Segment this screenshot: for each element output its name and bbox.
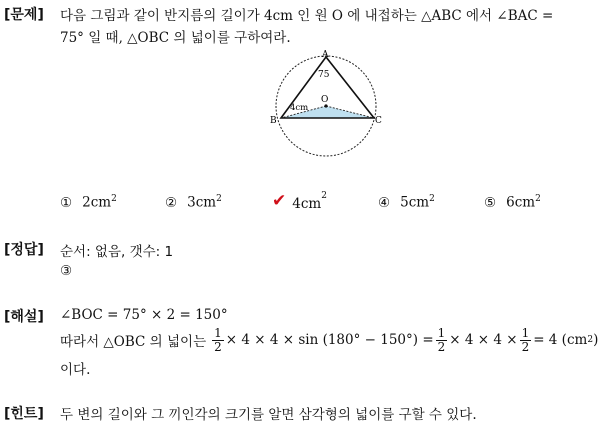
problem-line-2: 75° 일 때, △OBC 의 넓이를 구하여라. [60, 30, 291, 46]
solution-line-3: 이다. [60, 362, 91, 378]
choice-2-value: 3cm [187, 194, 217, 211]
choice-5-exponent: 2 [535, 194, 541, 204]
label-a: A [322, 50, 329, 60]
label-b: B [270, 116, 277, 126]
solution-line-2 [60, 324, 598, 356]
choice-1[interactable] [60, 194, 117, 211]
checkmark-icon: ✔ [272, 191, 287, 211]
choice-2[interactable] [165, 194, 222, 211]
hint-tag: [힌트] [4, 406, 44, 422]
choice-3-value: 4cm [292, 196, 322, 212]
hint-text: 두 변의 길이와 그 끼인각의 크기를 알면 삼각형의 넓이를 구할 수 있다. [60, 407, 477, 423]
problem-line-1: 다음 그림과 같이 반지름의 길이가 4cm 인 원 O 에 내접하는 △ABC 에서 ∠BAC = [60, 8, 554, 24]
solution-line-2-end: × 4 × 4 × [449, 332, 518, 348]
answer-line-2: ③ [60, 263, 73, 279]
triangle-circle-figure [262, 48, 392, 160]
choice-2-exponent: 2 [216, 194, 222, 204]
solution-line-2-mid: × 4 × 4 × sin (180° − 150°) = [225, 332, 434, 348]
choice-4-value: 5cm [400, 194, 430, 211]
fraction-half-1: $\frac{1}{2}$ [214, 325, 222, 354]
choice-2-number: ② [165, 194, 178, 211]
choice-4[interactable] [378, 194, 435, 211]
answer-tag: [정답] [4, 242, 44, 258]
choice-4-number: ④ [378, 194, 391, 211]
label-radius: 4cm [290, 103, 309, 113]
solution-line-1: ∠BOC = 75° × 2 = 150° [60, 307, 228, 323]
solution-result-close: ) [593, 332, 598, 348]
choice-3-exponent: 2 [321, 190, 327, 201]
solution-result-exponent: 2 [587, 335, 594, 345]
answer-choices [60, 190, 580, 214]
label-o: O [321, 95, 329, 105]
choice-5-number: ⑤ [484, 194, 497, 211]
choice-5-value: 6cm [506, 194, 536, 211]
choice-3[interactable] [272, 191, 327, 211]
choice-1-value: 2cm [82, 194, 112, 211]
fraction-half-2: $\frac{1}{2}$ [437, 325, 446, 354]
label-angle: 75 [318, 70, 330, 80]
choice-1-number: ① [60, 194, 73, 211]
solution-result: = 4 (cm [533, 332, 588, 348]
answer-line-1: 순서: 없음, 갯수: 1 [60, 244, 174, 260]
solution-line-2-prefix: 따라서 △OBC 의 넓이는 [60, 334, 207, 350]
problem-tag: [문제] [4, 7, 44, 23]
choice-4-exponent: 2 [429, 194, 435, 204]
fraction-half-3: $\frac{1}{2}$ [521, 325, 530, 354]
label-c: C [375, 116, 382, 126]
choice-5[interactable] [484, 194, 541, 211]
choice-1-exponent: 2 [111, 194, 117, 204]
solution-tag: [해설] [4, 309, 44, 325]
